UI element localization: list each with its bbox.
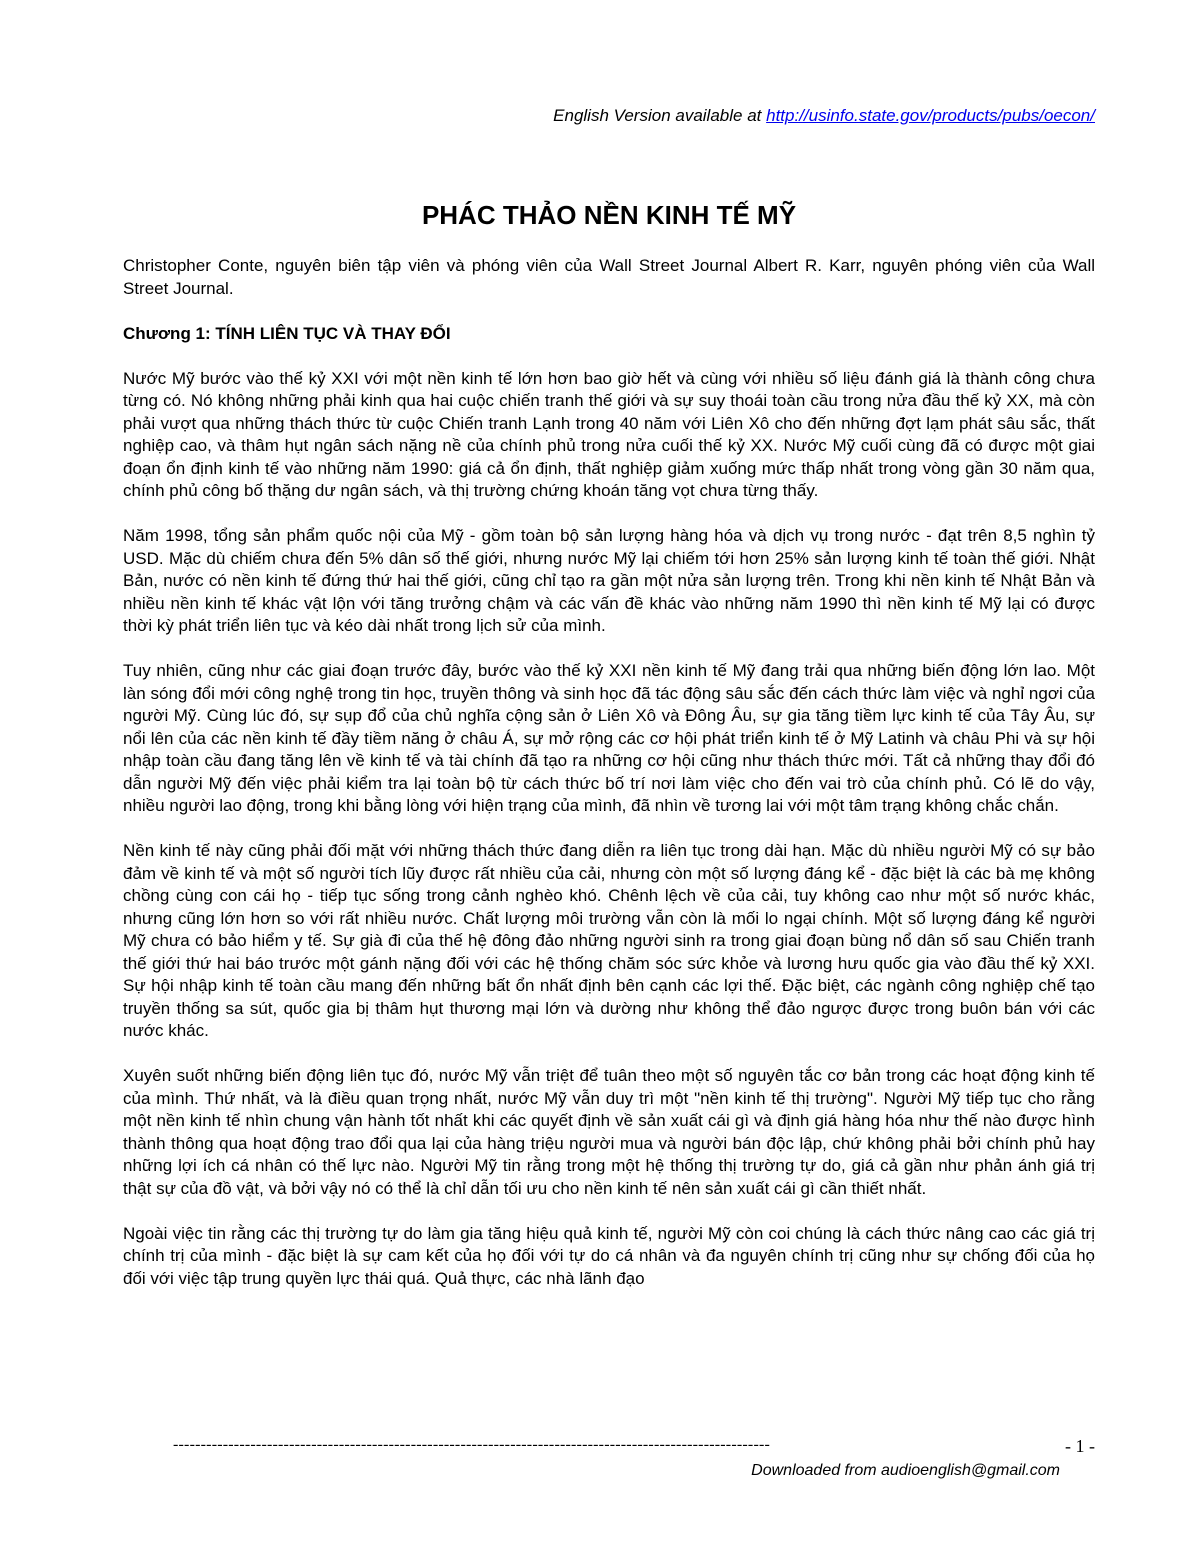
downloaded-from-note: Downloaded from audioenglish@gmail.com (751, 1462, 1060, 1479)
footer-rule: ------------------------------------------------------------------------------------------------------------ (173, 1436, 771, 1453)
paragraph-5: Xuyên suốt những biến động liên tục đó, nước Mỹ vẫn triệt để tuân theo một số nguyên tắc cơ bản trong các hoạt động kinh tế của mình. Thứ nhất, và là điều quan trọng nhất, nước Mỹ vẫn duy trì một "nền kinh tế thị trường". Người Mỹ tiếp tục cho rằng một nền kinh tế nhìn chung vận hành tốt nhất khi các quyết định về sản xuất cái gì và định giá hàng hóa như thế nào được hình thành thông qua hoạt động trao đổi qua lại của hàng triệu người mua và người bán độc lập, chứ không phải bởi chính phủ hay những lợi ích cá nhân có thế lực nào. Người Mỹ tin rằng trong một hệ thống thị trường tự do, giá cả gần như phản ánh giá trị thật sự của đồ vật, và bởi vậy nó có thể là chỉ dẫn tối ưu cho nền kinh tế nên sản xuất cái gì cần thiết nhất. (123, 1066, 1095, 1198)
paragraph-2: Năm 1998, tổng sản phẩm quốc nội của Mỹ - gồm toàn bộ sản lượng hàng hóa và dịch vụ trong nước - đạt trên 8,5 nghìn tỷ USD. Mặc dù chiếm chưa đến 5% dân số thế giới, nhưng nước Mỹ lại chiếm tới hơn 25% sản lượng kinh tế toàn thế giới. Nhật Bản, nước có nền kinh tế đứng thứ hai thế giới, cũng chỉ tạo ra gần một nửa sản lượng trên. Trong khi nền kinh tế Nhật Bản và nhiều nền kinh tế khác vật lộn với tăng trưởng chậm và các vấn đề khác vào những năm 1990 thì nền kinh tế Mỹ lại có được thời kỳ phát triển liên tục và kéo dài nhất trong lịch sử của mình. (123, 526, 1095, 635)
page-number: - 1 - (1065, 1436, 1095, 1456)
chapter-heading: Chương 1: TÍNH LIÊN TỤC VÀ THAY ĐỔI (123, 323, 451, 343)
english-version-prefix: English Version available at (553, 106, 767, 125)
document-body (123, 255, 1095, 1313)
paragraph-4: Nền kinh tế này cũng phải đối mặt với những thách thức đang diễn ra liên tục trong dài hạn. Mặc dù nhiều người Mỹ có sự bảo đảm về kinh tế và một số người tích lũy được rất nhiều của cải, nhưng còn một số lượng đáng kể - đặc biệt là các bà mẹ không chồng cùng con cái họ - tiếp tục sống trong cảnh nghèo khó. Chênh lệch về của cải, tuy không cao như một số nước khác, nhưng cũng lớn hơn so với rất nhiều nước. Chất lượng môi trường vẫn còn là mối lo ngại chính. Một số lượng đáng kể người Mỹ chưa có bảo hiểm y tế. Sự già đi của thế hệ đông đảo những người sinh ra trong giai đoạn bùng nổ dân số sau Chiến tranh thế giới thứ hai báo trước một gánh nặng đối với các hệ thống chăm sóc sức khỏe và lương hưu quốc gia vào đầu thế kỷ XXI. Sự hội nhập kinh tế toàn cầu mang đến những bất ổn nhất định bên cạnh các lợi thế. Đặc biệt, các ngành công nghiệp chế tạo truyền thống sa sút, quốc gia bị thâm hụt thương mại lớn và dường như không thể đảo ngược được trong buôn bán với các nước khác. (123, 841, 1095, 1040)
english-version-note (553, 106, 1095, 126)
paragraph-6: Ngoài việc tin rằng các thị trường tự do làm gia tăng hiệu quả kinh tế, người Mỹ còn coi chúng là cách thức nâng cao các giá trị chính trị của mình - đặc biệt là sự cam kết của họ đối với tự do cá nhân và đa nguyên chính trị cũng như sự chống đối của họ đối với việc tập trung quyền lực thái quá. Quả thực, các nhà lãnh đạo (123, 1223, 1095, 1288)
paragraph-3: Tuy nhiên, cũng như các giai đoạn trước đây, bước vào thế kỷ XXI nền kinh tế Mỹ đang trải qua những biến động lớn lao. Một làn sóng đổi mới công nghệ trong tin học, truyền thông và sinh học đã tác động sâu sắc đến cách thức làm việc và nghỉ ngơi của người Mỹ. Cùng lúc đó, sự sụp đổ của chủ nghĩa cộng sản ở Liên Xô và Đông Âu, sự gia tăng tiềm lực kinh tế của Tây Âu, sự nổi lên của các nền kinh tế đầy tiềm năng ở châu Á, sự mở rộng các cơ hội phát triển kinh tế ở Mỹ Latinh và châu Phi và sự hội nhập toàn cầu đang tăng lên về kinh tế và tài chính đã tạo ra những cơ hội cũng như thách thức mới. Tất cả những thay đổi đó dẫn người Mỹ đến việc phải kiểm tra lại toàn bộ từ cách thức bố trí nơi làm việc cho đến vai trò của chính phủ. Có lẽ do vậy, nhiều người lao động, trong khi bằng lòng với hiện trạng của mình, đã nhìn về tương lai với một tâm trạng không chắc chắn. (123, 661, 1095, 815)
authors-line: Christopher Conte, nguyên biên tập viên và phóng viên của Wall Street Journal Albert R. Karr, nguyên phóng viên của Wall Street Journal. (123, 256, 1095, 298)
english-version-link[interactable]: http://usinfo.state.gov/products/pubs/oecon/ (766, 106, 1095, 125)
document-title: PHÁC THẢO NỀN KINH TẾ MỸ (421, 200, 797, 230)
paragraph-1: Nước Mỹ bước vào thế kỷ XXI với một nền kinh tế lớn hơn bao giờ hết và cùng với nhiều số liệu đánh giá là thành công chưa từng có. Nó không những phải kinh qua hai cuộc chiến tranh thế giới và sự suy thoái toàn cầu trong nửa đầu thế kỷ XX, mà còn phải vượt qua những thách thức từ cuộc Chiến tranh Lạnh trong 40 năm với Liên Xô cho đến những đợt lạm phát sâu sắc, thất nghiệp cao, và thâm hụt ngân sách nặng nề của chính phủ trong nửa cuối thế kỷ XX. Nước Mỹ cuối cùng đã có được một giai đoạn ổn định kinh tế vào những năm 1990: giá cả ổn định, thất nghiệp giảm xuống mức thấp nhất trong vòng gần 30 năm qua, chính phủ công bố thặng dư ngân sách, và thị trường chứng khoán tăng vọt chưa từng thấy. (123, 368, 1095, 500)
